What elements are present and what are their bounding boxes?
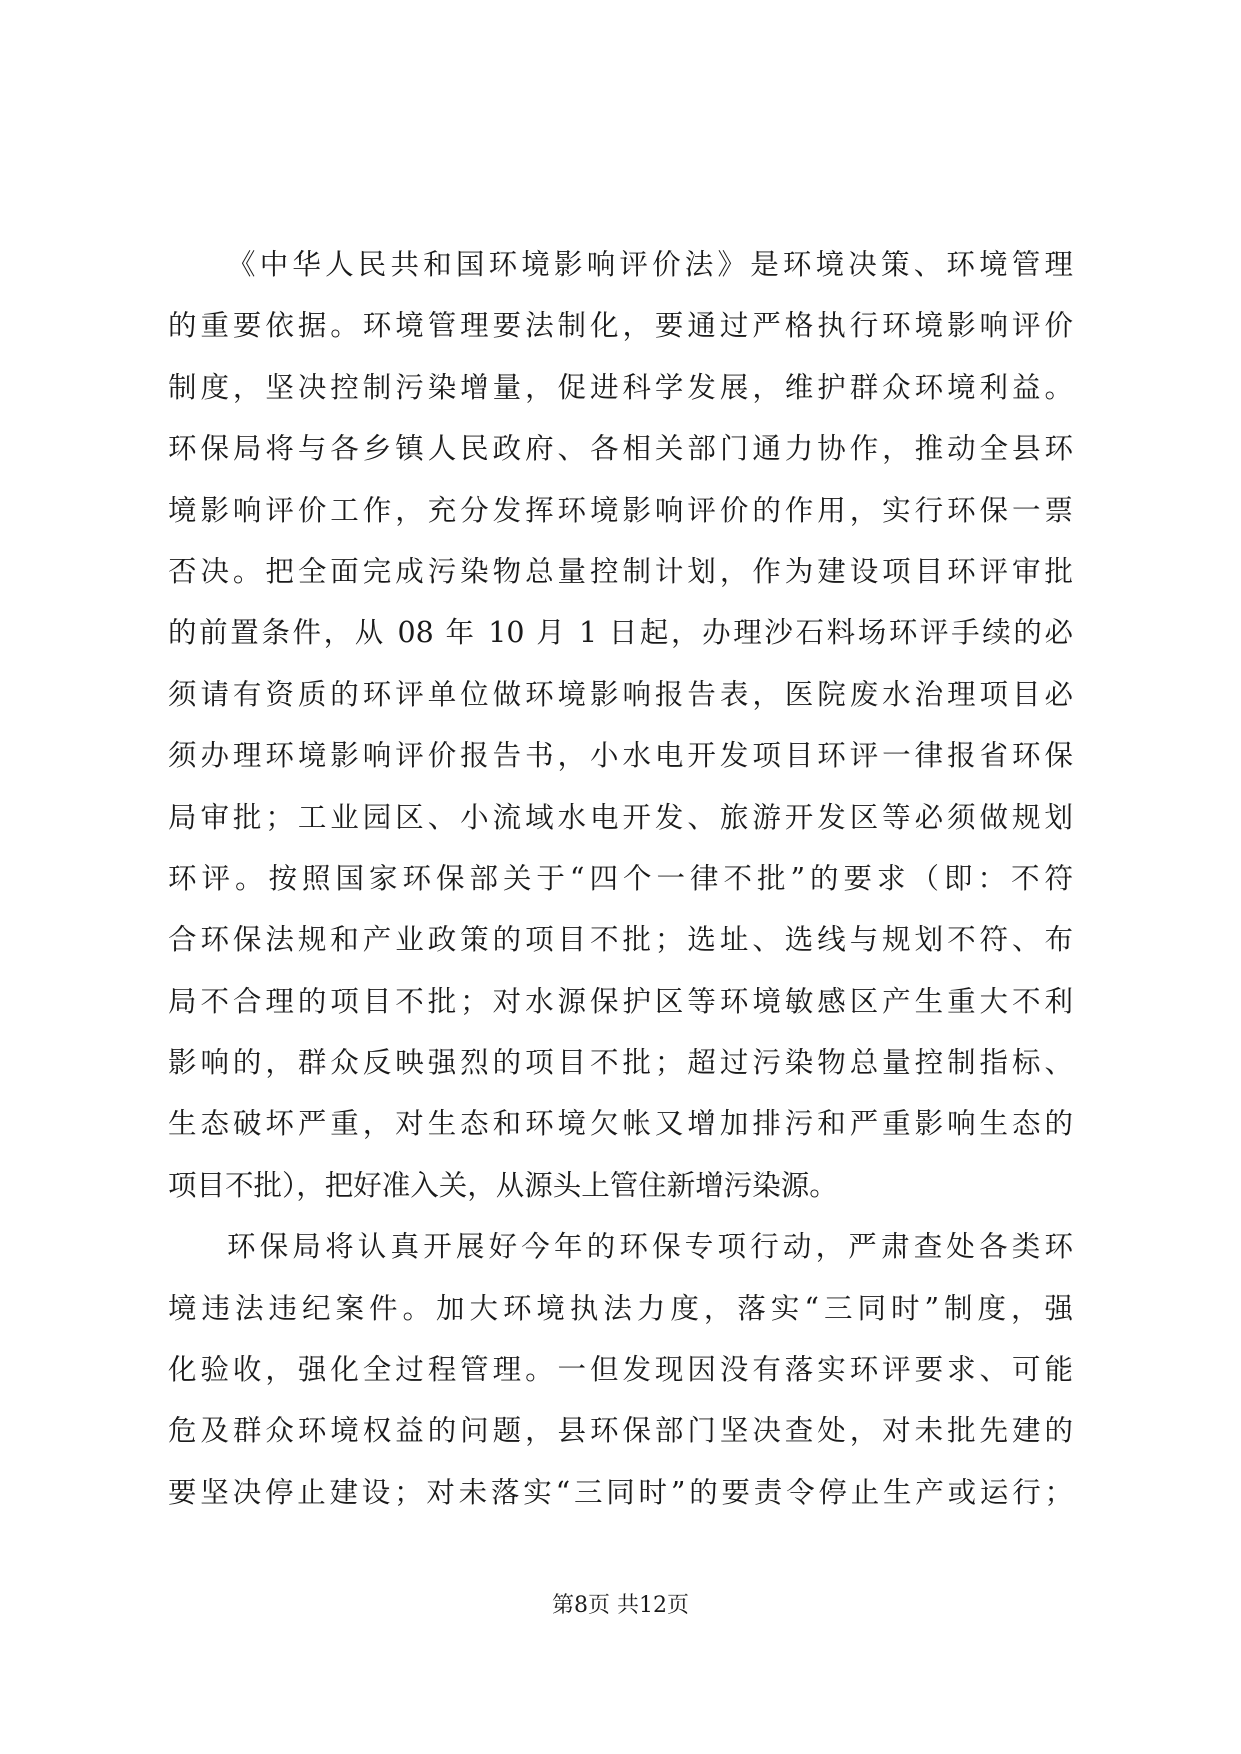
text-line: 危及群众环境权益的问题，县环保部门坚决查处，对未批先建的: [168, 1414, 1073, 1448]
page-footer: 第8页 共12页: [552, 1593, 689, 1618]
text-line: 生态破坏严重，对生态和环境欠帐又增加排污和严重影响生态的: [168, 1107, 1073, 1141]
text-line: 境违法违纪案件。加大环境执法力度，落实“三同时”制度，强: [168, 1291, 1073, 1325]
text-line: 须请有资质的环评单位做环境影响报告表，医院废水治理项目必: [168, 677, 1073, 711]
text-line: 境影响评价工作，充分发挥环境影响评价的作用，实行环保一票: [168, 493, 1073, 527]
text-line: 要坚决停止建设；对未落实“三同时”的要责令停止生产或运行；: [168, 1475, 1073, 1509]
body-text: [168, 234, 1073, 1523]
text-line: 须办理环境影响评价报告书，小水电开发项目环评一律报省环保: [168, 739, 1073, 773]
text-line: 环评。按照国家环保部关于“四个一律不批”的要求（即：不符: [168, 861, 1073, 895]
text-line: 项目不批），把好准入关，从源头上管住新增污染源。: [168, 1168, 838, 1202]
text-line: 合环保法规和产业政策的项目不批；选址、选线与规划不符、布: [168, 923, 1073, 957]
text-line: 影响的，群众反映强烈的项目不批；超过污染物总量控制指标、: [168, 1046, 1073, 1080]
text-line: 的重要依据。环境管理要法制化，要通过严格执行环境影响评价: [168, 309, 1073, 343]
text-line: 环保局将认真开展好今年的环保专项行动，严肃查处各类环: [227, 1230, 1073, 1264]
text-line: 化验收，强化全过程管理。一但发现因没有落实环评要求、可能: [168, 1353, 1073, 1387]
text-line: 制度，坚决控制污染增量，促进科学发展，维护群众环境利益。: [168, 370, 1073, 404]
text-line: 环保局将与各乡镇人民政府、各相关部门通力协作，推动全县环: [168, 432, 1073, 466]
text-line: 局不合理的项目不批；对水源保护区等环境敏感区产生重大不利: [168, 984, 1073, 1018]
text-line: 局审批；工业园区、小流域水电开发、旅游开发区等必须做规划: [168, 800, 1073, 834]
text-line: 的前置条件，从 08 年 10 月 1 日起，办理沙石料场环评手续的必: [168, 616, 1073, 650]
paragraph: [168, 1216, 1073, 1523]
text-line: 否决。把全面完成污染物总量控制计划，作为建设项目环评审批: [168, 554, 1073, 588]
paragraph: [168, 234, 1073, 1216]
text-line: 《中华人民共和国环境影响评价法》是环境决策、环境管理: [227, 248, 1073, 281]
